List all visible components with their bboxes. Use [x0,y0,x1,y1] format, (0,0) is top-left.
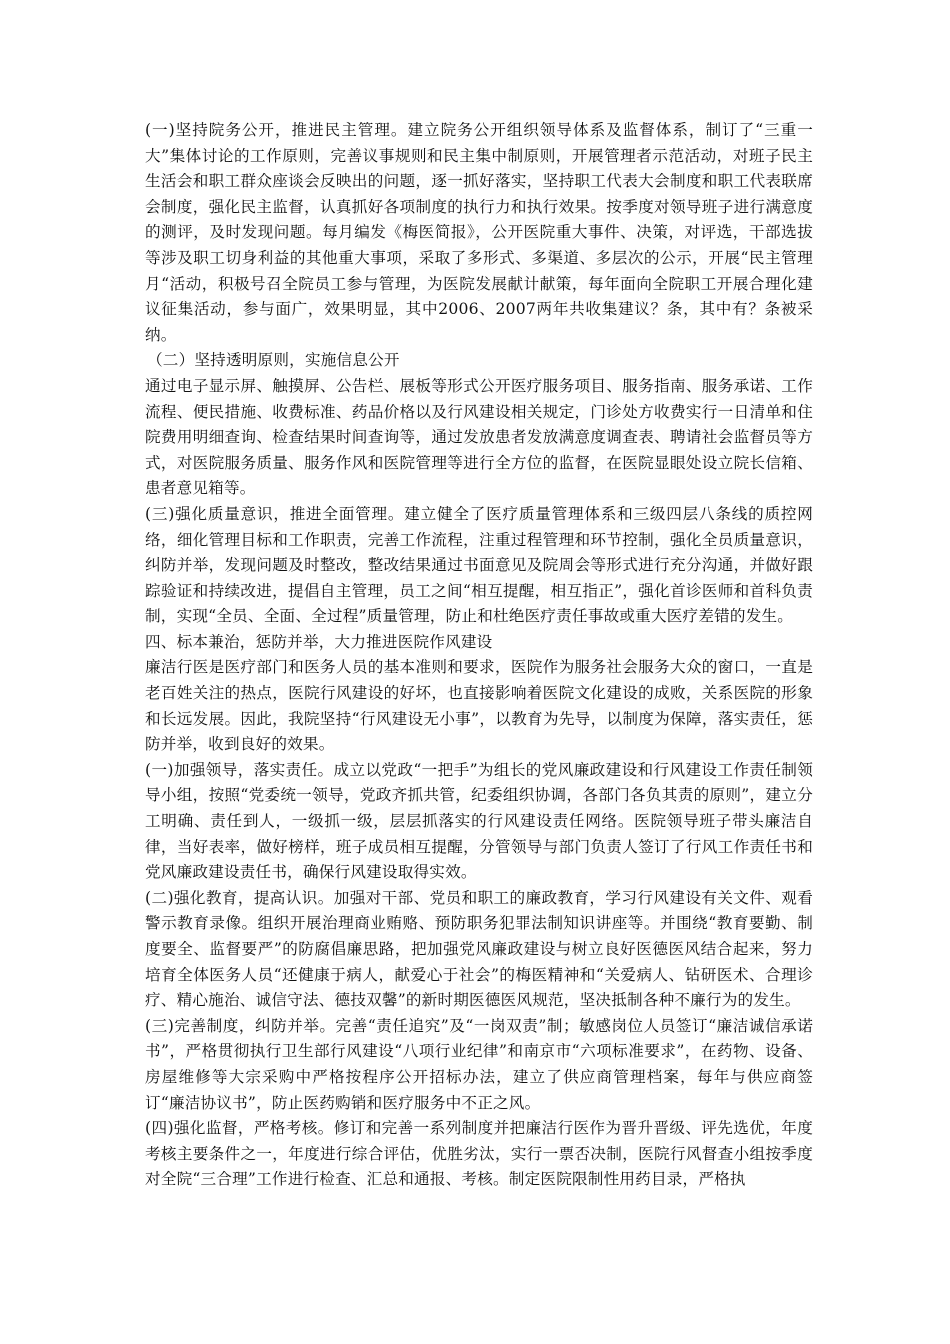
paragraph-information-disclosure: 通过电子显示屏、触摸屏、公告栏、展板等形式公开医疗服务项目、服务指南、服务承诺、工作流程、便民措施、收费标准、药品价格以及行风建设相关规定，门诊处方收费实行一日清单和住院费用明细查询、检查结果时间查询等，通过发放患者发放满意度调查表、聘请社会监督员等方式，对医院服务质量、服务作风和医院管理等进行全方位的监督，在医院显眼处设立院长信箱、患者意见箱等。 [145,376,813,498]
paragraph-leadership: (一)加强领导，落实责任。成立以党政“一把手”为组长的党风廉政建设和行风建设工作责任制领导小组，按照“党委统一领导，党政齐抓共管，纪委组织协调，各部门各负其责的原则”，建立分工明确、责任到人，一级抓一级，层层抓落实的行风建设责任网络。医院领导班子带头廉洁自律，当好表率，做好榜样，班子成员相互提醒，分管领导与部门负责人签订了行风工作责任书和党风廉政建设责任书，确保行风建设取得实效。 [145,760,813,882]
section-heading-conduct: 四、标本兼治，惩防并举，大力推进医院作风建设 [145,632,493,651]
paragraph-systems: (三)完善制度，纠防并举。完善“责任追究”及“一岗双责”制；敏感岗位人员签订“廉洁诚信承诺书”，严格贯彻执行卫生部行风建设“八项行业纪律”和南京市“六项标准要求”，在药物、设备、房屋维修等大宗采购中严格按程序公开招标办法，建立了供应商管理档案，每年与供应商签订“廉洁协议书”，防止医药购销和医疗服务中不正之风。 [145,1016,813,1112]
paragraph-clean-practice: 廉洁行医是医疗部门和医务人员的基本准则和要求，医院作为服务社会服务大众的窗口，一直是老百姓关注的热点，医院行风建设的好坏，也直接影响着医院文化建设的成败，关系医院的形象和长远发展。因此，我院坚持“行风建设无小事”，以教育为先导，以制度为保障，落实责任，惩防并举，收到良好的效果。 [145,658,813,754]
subheading-information-disclosure: （二）坚持透明原则，实施信息公开 [147,351,400,370]
document-body [145,118,813,1193]
paragraph-quality-management: (三)强化质量意识，推进全面管理。建立健全了医疗质量管理体系和三级四层八条线的质控网络，细化管理目标和工作职责，完善工作流程，注重过程管理和环节控制，强化全员质量意识，纠防并举，发现问题及时整改，整改结果通过书面意见及院周会等形式进行充分沟通，并做好跟踪验证和持续改进，提倡自主管理，员工之间“相互提醒，相互指正”，强化首诊医师和首科负责制，实现“全员、全面、全过程”质量管理，防止和杜绝医疗责任事故或重大医疗差错的发生。 [145,504,813,626]
paragraph-democratic-management: (一)坚持院务公开，推进民主管理。建立院务公开组织领导体系及监督体系，制订了“三重一大”集体讨论的工作原则，完善议事规则和民主集中制原则，开展管理者示范活动，对班子民主生活会和职工群众座谈会反映出的问题，逐一抓好落实，坚持职工代表大会制度和职工代表联席会制度，强化民主监督，认真抓好各项制度的执行力和执行效果。按季度对领导班子进行满意度的测评，及时发现问题。每月编发《梅医简报》，公开医院重大事件、决策，对评选，干部选拔等涉及职工切身利益的其他重大事项，采取了多形式、多渠道、多层次的公示，开展“民主管理月“活动，积极号召全院员工参与管理，为医院发展献计献策，每年面向全院职工开展合理化建议征集活动，参与面广，效果明显，其中2006、2007两年共收集建议？条，其中有？条被采纳。 [145,121,813,344]
paragraph-supervision: (四)强化监督，严格考核。修订和完善一系列制度并把廉洁行医作为晋升晋级、评先选优，年度考核主要条件之一，年度进行综合评估，优胜劣汰，实行一票否决制，医院行风督查小组按季度对全院“三合理”工作进行检查、汇总和通报、考核。制定医院限制性用药目录，严格执 [145,1119,813,1189]
paragraph-education: (二)强化教育，提高认识。加强对干部、党员和职工的廉政教育，学习行风建设有关文件、观看警示教育录像。组织开展治理商业贿赂、预防职务犯罪法制知识讲座等。并围绕“教育要勤、制度要全、监督要严”的防腐倡廉思路，把加强党风廉政建设与树立良好医德医风结合起来，努力培育全体医务人员“还健康于病人，献爱心于社会”的梅医精神和“关爱病人、钻研医术、合理诊疗、精心施治、诚信守法、德技双馨”的新时期医德医风规范，坚决抵制各种不廉行为的发生。 [145,888,813,1010]
